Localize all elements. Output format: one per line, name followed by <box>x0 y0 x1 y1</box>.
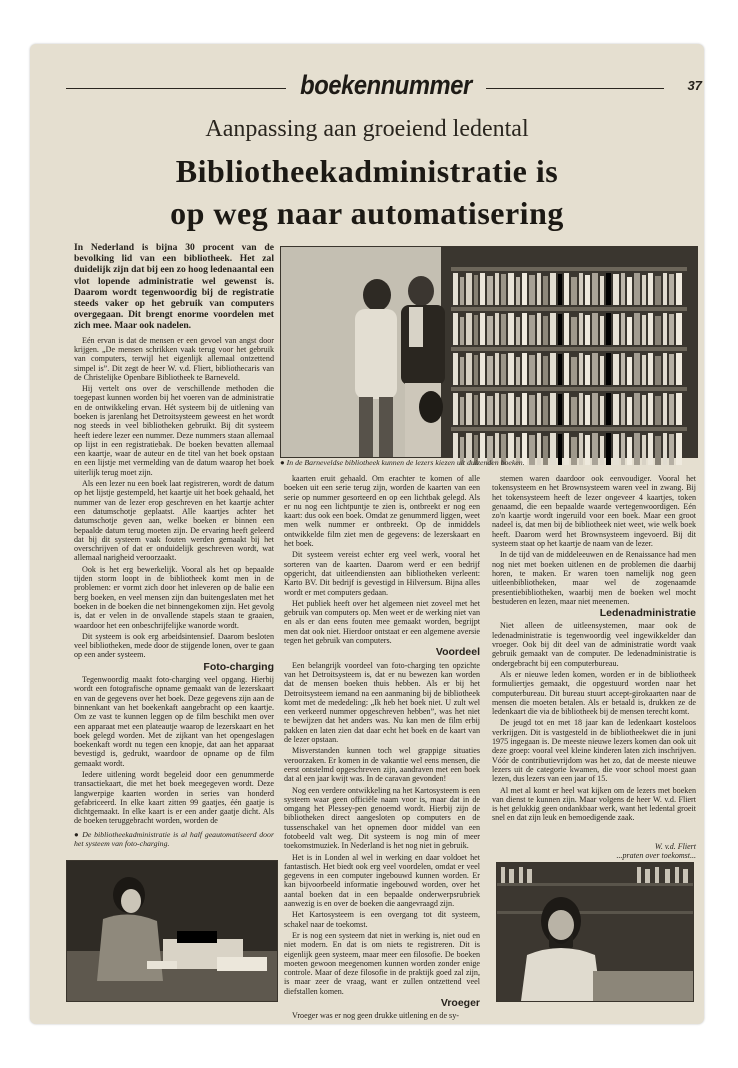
col2-paragraph: Er is nog een systeem dat niet in werking is, niet oud en niet modern. En dat is om niets te registreren. Dit is eigenlijk geen systeem, maar meer een filosofie. De boeken moeten gewoon meegenomen kunnen worden zonder enige controle. Maar of deze filosofie in de praktijk goed zal zijn, is maar zeer de vraag, want er zullen ontzettend veel diefstallen komen. <box>284 930 480 996</box>
col1-paragraph: Dit systeem is ook erg arbeidsintensief. Daarom besloten veel bibliotheken, mede door de stijgende lonen, over te gaan op een ander systeem. <box>74 631 274 660</box>
page-number: 37 <box>687 78 702 93</box>
caption-left: ● De bibliotheekadministratie is al half geautomatiseerd door het systeem van foto-charging. <box>74 830 274 848</box>
column-3 <box>492 474 696 854</box>
caption-right-name: W. v.d. Fliert <box>654 842 696 851</box>
col3-paragraph: De jeugd tot en met 18 jaar kan de ledenkaart kosteloos verkrijgen. Dit is vastgesteld in de bibliotheekwet die in juni 1975 ingegaan is. De meeste nieuwe lezers komen dan ook uit deze groep: vooral veel kleine kinderen laten zich inschrijven. Vóór de contributievrijdom was het zo, dat de meeste nieuwe lezers uit de categorie kwamen, die voor school moest gaan lezen, dus lezers van een jaar of 15. <box>492 718 696 784</box>
headline-line-2: op weg naar automatisering <box>170 195 564 231</box>
col2-paragraph: kaarten eruit gehaald. Om erachter te komen of alle boeken uit een serie terug zijn, worden de kaarten van een serie op nummer gesorteerd en op een lichtbak gelegd. Als er nu nog een lichtpuntje te zien is, ontbreekt er nog een kaart: dus ook een boek. Omdat ze genummerd liggen, weet men welk nummer er ontbreekt. Op de inmiddels ontwikkelde film ziet men de gegevens: de lezerskaart en het boek. <box>284 474 480 549</box>
col2-paragraph: Het is in Londen al wel in werking en daar voldoet het fantastisch. Het biedt ook erg veel voordelen, omdat er veel gegevens in een computer ingebouwd kunnen worden. Er kan bijvoorbeeld informatie ingebouwd worden, over het aantal boeken dat in een bepaalde onderwerpsrubriek aanwezig is en over de boeken die aangevraagd zijn. <box>284 852 480 909</box>
col3-paragraph: Al met al komt er heel wat kijken om de lezers met boeken van dienst te kunnen zijn. Maar volgens de heer W. v.d. Fliert is het gelukkig geen ondankbaar werk, want het ledental groeit snel en dat zijn leuk en bemoedigende zaak. <box>492 785 696 823</box>
headline <box>30 150 704 234</box>
col1-paragraph: Eén ervan is dat de mensen er een gevoel van angst door krijgen. „De mensen schrikken vaak terug voor het gebruik van computers, terwijl het eigenlijk allemaal ontzettend simpel is”. Dit zegt de heer W. v.d. Fliert, bibliothecaris van de Christelijke Openbare Bibliotheek te Barneveld. <box>74 335 274 382</box>
col2-paragraph: Het publiek heeft over het algemeen niet zoveel met het gebruik van computers op. Men weet er de werking niet van en als er dan eens fouten mee gemaakt worden, begrijpt men dat ook niet. Hierdoor ontstaat er een algemene aversie tegen het gebruik van computers. <box>284 598 480 646</box>
section-header <box>66 70 702 104</box>
col3-paragraph: Als er nieuwe leden komen, worden er in de bibliotheek formuliertjes gemaakt, die opgestuurd worden naar het computerbureau. Dit bureau stuurt accept-girokaarten naar de mensen die moeten betalen. Als er betaald is, drukken ze de ledenkaart die via de bibliotheek bij de mensen terecht komt. <box>492 669 696 717</box>
article-lead: In Nederland is bijna 30 procent van de bevolking lid van een bibliotheek. Het zal duidelijk zijn dat bij een zo hoog ledenaantal een vlot lopende administratie wel gewenst is. Daarom wordt tegenwoordig bij de registratie steeds vaker op het gebruik van computers overgegaan. Dit brengt enorme voordelen met zich mee. Maar ook nadelen. <box>74 242 274 332</box>
foto-charging-photo <box>66 860 278 1002</box>
col3-paragraph: In de tijd van de middeleeuwen en de Renaissance had men nog niet met boeken uitlenen en de problemen die daarbij horen, te maken. Er waren toen namelijk nog geen uitleenbibliotheken, maar wel de zogenaamde presentiebibliotheken, waarbij men de boeken wel mocht bestuderen en lezen, maar niet meenemen. <box>492 550 696 606</box>
col1-paragraph: Ook is het erg bewerkelijk. Vooral als het op bepaalde tijden storm loopt in de bibliotheek komt men in de problemen: er vormt zich door het inleveren op de balie een berg boeken, en veel mensen zijn dan buitengeslaten met het boeken in de boeken die net binnengekomen zijn. Het gevolg is, dat er velen in de onvallende stapels staan te graaien, waardoor het een onbeschrijfelijke wanorde wordt. <box>74 564 274 630</box>
col3-paragraph: stemen waren daardoor ook eenvoudiger. Vooral het tokensysteem en het Brownsysteem waren veel in zwang. Bij het tokensysteem heeft de lezer ongeveer 4 kaartjes, token genaamd, die een bepaalde waarde vertegenwoordigen. Eén zo'n kaartje wordt ingeruild voor een boek. Maar een groot nadeel is, dat men bij de bibliotheek niet weet, wie welk boek heeft. Daarom werd het Brownsysteem ingevoerd. Bij dit systeem staat op het kaartje de naam van de lezer. <box>492 474 696 549</box>
bullet-icon: ● <box>280 458 287 467</box>
caption-right-sub: ...praten over toekomst... <box>616 851 696 861</box>
col1-paragraph: Iedere uitlening wordt begeleid door een genummerde transactiekaart, die met het boek meegegeven wordt. Deze langwerpige kaarten worden in series van honderd gefabriceerd. In elke kaart zitten 99 gaatjes, één gaatje is dichtgemaakt. In elke kaart is er een ander gaatje dicht. Als de boeken teruggebracht worden, worden de <box>74 769 274 826</box>
subheading-voordeel: Voordeel <box>435 646 480 659</box>
column-1 <box>74 242 274 840</box>
col1-paragraph: Als een lezer nu een boek laat registreren, wordt de datum op het lijstje gestempeld, het kaartje uit het boek gehaald, het nummer van de lezer erop geschreven en het kaartje achter een datumschotje geplaatst. Alle kaartjes achter het datumschotje geven aan, welke boeken er binnen een bepaalde datum terug moeten zijn. De ervaring heeft geleerd dat bij dit systeem vaak fouten werden gemaakt bij het overschrijven of dat er onduidelijk geschreven wordt, wat allemaal narigheid veroorzaakt. <box>74 479 274 563</box>
col2-paragraph: Vroeger was er nog geen drukke uitlening en de sy- <box>292 1011 459 1021</box>
header-rule-right <box>486 88 664 89</box>
section-title: boekennummer <box>300 70 472 100</box>
subheading-foto-charging: Foto-charging <box>203 660 274 673</box>
col2-paragraph: Het Kartosysteem is een overgang tot dit systeem, schakel naar de toekomst. <box>284 910 480 929</box>
newspaper-page <box>30 44 704 1024</box>
col2-paragraph: Misverstanden kunnen toch wel grappige situaties veroorzaken. Er komen in de vakantie wel eens mensen, die eerst ontstelmd opgeschreven zijn, aandraven met een boek dat al een jaar kwijt was. In de caravan gevonden! <box>284 746 480 784</box>
col3-paragraph: Niet alleen de uitleensystemen, maar ook de ledenadministratie is tegenwoordig veel ingewikkelder dan vroeger. Ook bij dit deel van de administratie wordt vaak gebruik gemaakt van de computer. De ledenadministratie is ondergebracht bij een computerbureau. <box>492 621 696 668</box>
bullet-icon: ● <box>74 830 83 839</box>
col2-paragraph: Dit systeem vereist echter erg veel werk, vooral het sorteren van de kaarten. Daarom werd er een bedrijf opgericht, dat uitleendiensten aan bibliotheken verleent: Karto BV. Dit bedrijf is gevestigd in Hilversum. Bijna alles wordt er met computers gedaan. <box>284 550 480 597</box>
photo-caption-top: ● In de Barneveldse bibliotheek kunnen de lezers kiezen uit duizenden boeken. <box>280 458 525 467</box>
col1-paragraph: Hij vertelt ons over de verschillende methoden die toegepast kunnen worden bij het voeren van de administratie en de ontwikkeling ervan. Hét systeem bij de uitlening van boeken is jarenlang het Detroitsysteem geweest en het wordt nog steeds in veel bibliotheken gebruikt. Bij dit systeem heeft iedere lezer een nummer. Deze nummers staan allemaal op lijst in een registratiebak. De boeken bevatten allemaal een kaartje, waar de auteur en de titel van het boek opstaan en een lijstje met vermelding van de datum waarop het boek uiterlijk terug moet zijn. <box>74 384 274 477</box>
library-photo <box>280 246 698 458</box>
subheading-vroeger: Vroeger <box>440 997 480 1010</box>
headline-line-1: Bibliotheekadministratie is <box>175 153 559 189</box>
portrait-photo <box>496 862 694 1002</box>
header-rule-left <box>66 88 286 89</box>
column-2 <box>284 474 480 1021</box>
subheading-ledenadministratie: Ledenadministratie <box>599 607 696 620</box>
kicker: Aanpassing aan groeiend ledental <box>205 116 529 142</box>
col1-paragraph: Tegenwoordig maakt foto-charging veel opgang. Hierbij wordt een fotografische opname gemaakt van de lezerskaart en van de gegevens over het boek. Deze gegevens zijn aan de binnenkant van het boekenkaft aangebracht op een kaartje. Om ze vast te kunnen leggen op de film beschikt men over een apparaat met een plateautje waarop de lezerskaart en het boek gelegd worden. Met de zijkant van het opengeslagen boekenkaft wordt nu tegen een knopje, dat aan het apparaat bevestigd is, gedrukt, waardoor de opname op de film gemaakt wordt. <box>74 675 274 768</box>
col2-paragraph: Een belangrijk voordeel van foto-charging ten opzichte van het Detroitsysteem is, dat er nu bewezen kan worden dat de mensen boeken thuis hebben. Als er bij het Detroitsysteem iemand na een aanmaning bij de bibliotheek komt met de mededeling: „Ik heb het boek niet. U zult wel een verkeerd nummer opgeschreven hebben”, was het niet te bewijzen dat het anders was. Nu kan men de film erbij pakken en laten zien dat daar echt het boek en de kaart van de lezer opstaan. <box>284 660 480 745</box>
col2-paragraph: Nog een verdere ontwikkeling na het Kartosysteem is een systeem waar geen officiële naam voor is, maar dat in de omgang het Plessey-pen genoemd wordt. Hierbij zijn de bibliotheken direct aangesloten op computers en de tussenschakel van het opnemen door middel van een fotobeeld valt weg. Dit systeem is nog min of meer toekomstmuziek. In Nederland is het nog niet in gebruik. <box>284 785 480 851</box>
